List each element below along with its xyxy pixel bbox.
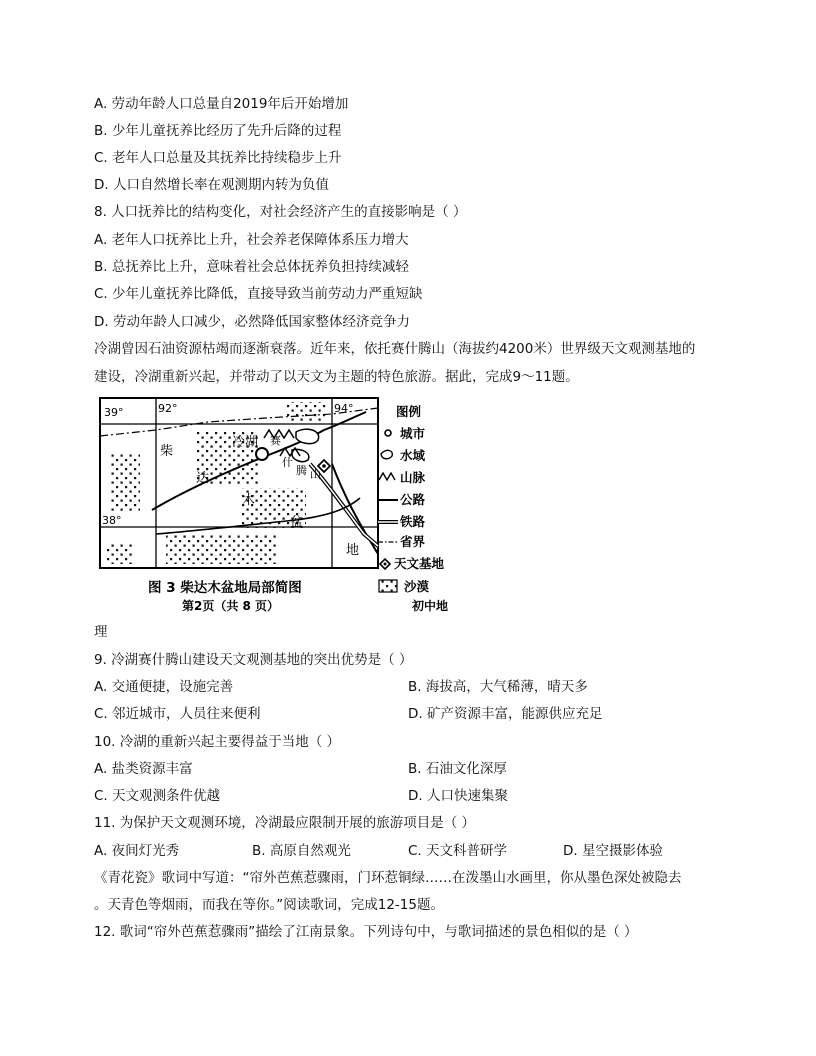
legend-title: 图例 bbox=[396, 404, 422, 419]
map-svg bbox=[96, 394, 458, 620]
legend-desert-icon bbox=[379, 580, 397, 592]
q11-option-d: D. 星空摄影体验 bbox=[563, 843, 663, 859]
desert-patch bbox=[286, 402, 326, 422]
mountain-label-char: 什 bbox=[282, 456, 293, 469]
q10-option-a: A. 盐类资源丰富 bbox=[94, 761, 193, 777]
lat-label-bottom: 38° bbox=[102, 514, 122, 527]
desert-patch bbox=[166, 534, 278, 564]
mountain-label-char: 赛 bbox=[270, 434, 281, 447]
desert-patch bbox=[110, 454, 140, 512]
q9-option-b: B. 海拔高，大气稀薄，晴天多 bbox=[408, 679, 588, 695]
q7-option-b: B. 少年儿童抚养比经历了先升后降的过程 bbox=[94, 123, 342, 139]
legend-astronomy-base-label: 天文基地 bbox=[394, 556, 445, 571]
mountain-label-char: 腾 bbox=[296, 464, 307, 477]
city-label-lenghu: 冷湖 bbox=[232, 435, 259, 450]
place-name-char: 柴 bbox=[160, 444, 174, 459]
place-name-char: 木 bbox=[242, 493, 256, 508]
page-footer-number: 第2页（共 8 页） bbox=[182, 599, 280, 613]
desert-patch bbox=[106, 544, 132, 564]
passage1-line2: 建设，冷湖重新兴起，并带动了以天文为主题的特色旅游。据此，完成9～11题。 bbox=[94, 369, 579, 385]
q11-option-c: C. 天文科普研学 bbox=[408, 843, 508, 859]
q9-stem: 9. 冷湖赛什腾山建设天文观测基地的突出优势是（ ） bbox=[94, 652, 413, 668]
place-name-char: 盆 bbox=[290, 515, 304, 530]
lat-label-top: 39° bbox=[104, 406, 124, 419]
legend-desert-label: 沙漠 bbox=[404, 579, 430, 594]
legend-boundary-label: 省界 bbox=[400, 534, 426, 549]
q7-option-a: A. 劳动年龄人口总量自2019年后开始增加 bbox=[94, 96, 349, 112]
legend-mountain-icon bbox=[379, 473, 395, 480]
legend-highway-label: 公路 bbox=[400, 492, 426, 507]
water-body bbox=[296, 429, 319, 443]
passage1-line1: 冷湖曾因石油资源枯竭而逐渐衰落。近年来，依托赛什腾山（海拔约4200米）世界级天文观测基地的 bbox=[94, 341, 696, 357]
legend-water-label: 水域 bbox=[400, 448, 426, 463]
place-name-char: 地 bbox=[346, 543, 360, 558]
qaidam-basin-map-figure bbox=[96, 394, 458, 620]
q10-option-d: D. 人口快速集聚 bbox=[408, 788, 508, 804]
q8-option-a: A. 老年人口抚养比上升，社会养老保障体系压力增大 bbox=[94, 232, 409, 248]
q11-option-b: B. 高原自然观光 bbox=[252, 843, 351, 859]
lon-label-left: 92° bbox=[158, 402, 178, 415]
map-caption: 图 3 柴达木盆地局部简图 bbox=[148, 580, 302, 596]
q7-option-c: C. 老年人口总量及其抚养比持续稳步上升 bbox=[94, 150, 342, 166]
q11-stem: 11. 为保护天文观测环境，冷湖最应限制开展的旅游项目是（ ） bbox=[94, 815, 476, 831]
mountain-label-char: 山 bbox=[310, 468, 321, 481]
stray-character: 理 bbox=[94, 624, 108, 640]
page-footer-subject: 初中地 bbox=[412, 599, 449, 613]
q12-stem: 12. 歌词“帘外芭蕉惹骤雨”描绘了江南景象。下列诗句中，与歌词描述的景色相似的是（ ） bbox=[94, 924, 638, 940]
q9-option-a: A. 交通便捷，设施完善 bbox=[94, 679, 234, 695]
q7-option-d: D. 人口自然增长率在观测期内转为负值 bbox=[94, 177, 329, 193]
q8-stem: 8. 人口抚养比的结构变化，对社会经济产生的直接影响是（ ） bbox=[94, 204, 467, 220]
q10-stem: 10. 冷湖的重新兴起主要得益于当地（ ） bbox=[94, 734, 341, 750]
q11-option-a: A. 夜间灯光秀 bbox=[94, 843, 180, 859]
place-name-char: 达 bbox=[196, 471, 210, 486]
q8-option-d: D. 劳动年龄人口减少，必然降低国家整体经济竞争力 bbox=[94, 314, 410, 330]
legend-city-label: 城市 bbox=[400, 426, 426, 441]
q9-option-d: D. 矿产资源丰富，能源供应充足 bbox=[408, 706, 603, 722]
q8-option-b: B. 总抚养比上升，意味着社会总体抚养负担持续减轻 bbox=[94, 259, 409, 275]
q10-option-c: C. 天文观测条件优越 bbox=[94, 788, 221, 804]
q9-option-c: C. 邻近城市，人员往来便利 bbox=[94, 706, 261, 722]
legend-astronomy-base-icon bbox=[380, 559, 390, 569]
passage2-line2: 。天青色等烟雨，而我在等你。”阅读歌词，完成12-15题。 bbox=[94, 897, 444, 913]
legend-mountain-label: 山脉 bbox=[400, 470, 426, 485]
legend-railway-label: 铁路 bbox=[400, 514, 426, 529]
q10-option-b: B. 石油文化深厚 bbox=[408, 761, 507, 777]
lon-label-right: 94° bbox=[334, 402, 354, 415]
passage2-line1: 《青花瓷》歌词中写道：“帘外芭蕉惹骤雨，门环惹铜绿……在泼墨山水画里，你从墨色深处被隐去 bbox=[94, 870, 682, 886]
legend-city-icon bbox=[385, 430, 391, 436]
q8-option-c: C. 少年儿童抚养比降低，直接导致当前劳动力严重短缺 bbox=[94, 286, 423, 302]
legend-water-icon bbox=[381, 450, 392, 458]
